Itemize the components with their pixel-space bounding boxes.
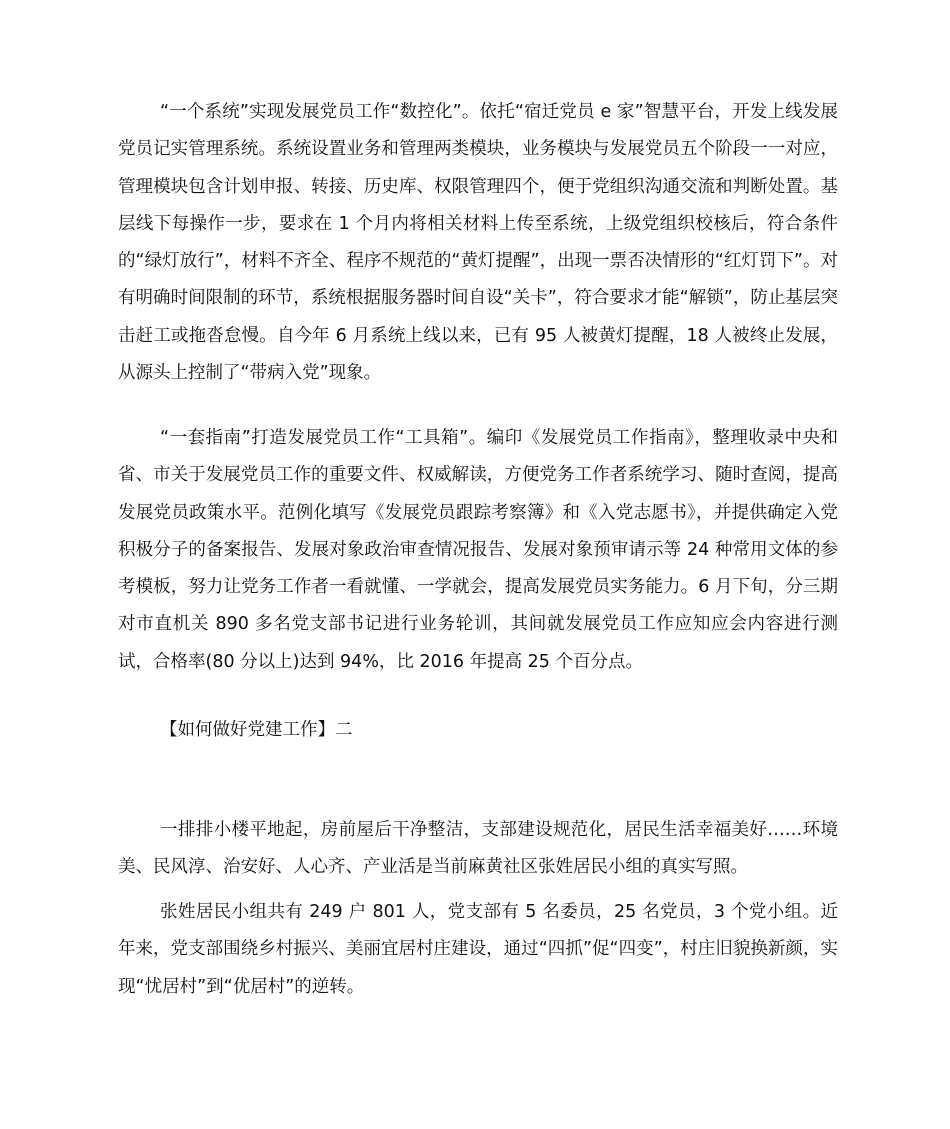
section-heading: 【如何做好党建工作】二 — [160, 720, 353, 740]
paragraph-digital-system: “一个系统”实现发展党员工作“数控化”。依托“宿迁党员 e 家”智慧平台，开发上线发展党员记实管理系统。系统设置业务和管理两类模块，业务模块与发展党员五个阶段一一对应，管理模块包含计划申报、转接、历史库、权限管理四个，便于党组织沟通交流和判断处置。基层线下每操作一步，要求在 1 个月内将相关材料上传至系统，上级党组织校核后，符合条件的“绿灯放行”，材料不齐全、程序不规范的“黄灯提醒”，出现一票否决情形的“红灯罚下”。对有明确时间限制的环节，系统根据服务器时间自设“关卡”，符合要求才能“解锁”，防止基层突击赶工或拖沓怠慢。自今年 6 月系统上线以来，已有 95 人被黄灯提醒，18 人被终止发展，从源头上控制了“带病入党”现象。 — [118, 102, 838, 384]
paragraph-guide-toolbox: “一套指南”打造发展党员工作“工具箱”。编印《发展党员工作指南》，整理收录中央和省、市关于发展党员工作的重要文件、权威解读，方便党务工作者系统学习、随时查阅，提高发展党员政策水平。范例化填写《发展党员跟踪考察簿》和《入党志愿书》，并提供确定入党积极分子的备案报告、发展对象政治审查情况报告、发展对象预审请示等 24 种常用文体的参考模板，努力让党务工作者一看就懂、一学就会，提高发展党员实务能力。6 月下旬，分三期对市直机关 890 多名党支部书记进行业务轮训，其间就发展党员工作应知应会内容进行测试，合格率(80 分以上)达到 94%，比 2016 年提高 25 个百分点。 — [118, 428, 838, 672]
paragraph-community-scene: 一排排小楼平地起，房前屋后干净整洁，支部建设规范化，居民生活幸福美好……环境美、民风淳、治安好、人心齐、产业活是当前麻黄社区张姓居民小组的真实写照。 — [118, 820, 838, 878]
paragraph-resident-group: 张姓居民小组共有 249 户 801 人，党支部有 5 名委员，25 名党员，3 个党小组。近年来，党支部围绕乡村振兴、美丽宜居村庄建设，通过“四抓”促“四变”，村庄旧貌换新颜，实现“忧居村”到“优居村”的逆转。 — [118, 902, 838, 997]
